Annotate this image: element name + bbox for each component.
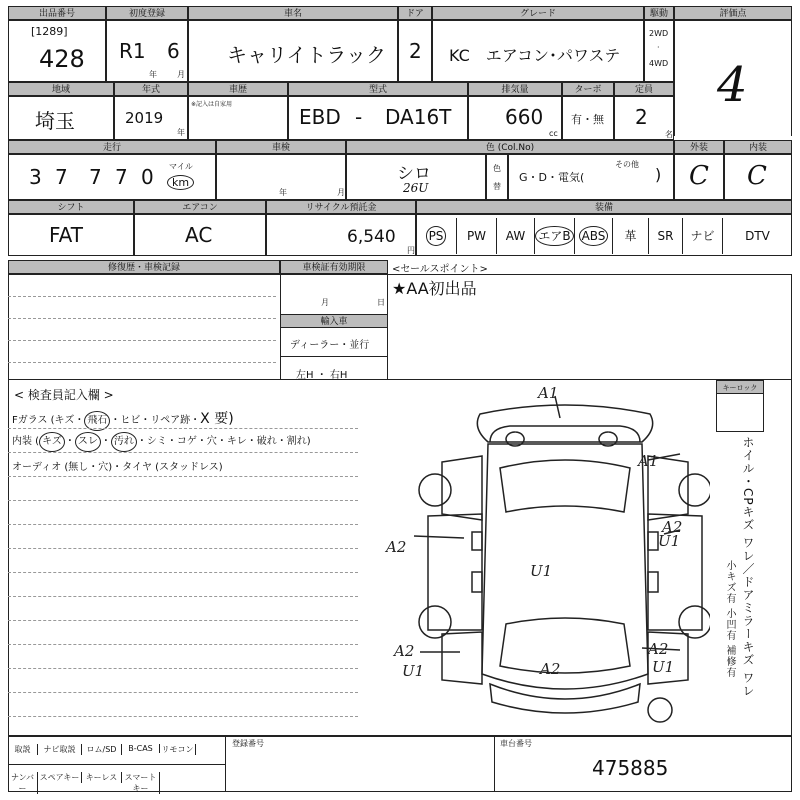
car-name-cell [188,20,398,82]
doors-label: ドア [398,6,432,20]
damage-mark: U1 [658,532,681,550]
drive-4wd: 4WD [649,59,669,68]
lot-number: 428 [39,45,85,73]
accessory-item: スペアキー [38,772,82,783]
dealer-type: ディーラー・並行 [290,340,370,351]
color-change-cell [486,154,508,200]
displacement: 660 [505,105,544,129]
damage-mark: A2 [386,538,407,556]
drive-2wd: 2WD [649,29,669,38]
interior-score: C [747,161,767,191]
registration-number-label: 登録番号 [232,739,264,748]
drive-cell: 2WD · 4WD [644,20,674,82]
fuel-close: ) [655,165,662,184]
grade-cell [432,20,644,82]
damage-mark: U1 [530,562,553,580]
accessory-item: ナビ取説 [38,744,82,755]
chassis-number: 475885 [592,756,669,780]
grade-score-label: 評価点 [674,6,792,20]
model-year-cell [114,96,188,140]
drive-label: 駆動 [644,6,674,20]
color-name: シロ [397,164,431,184]
inspection-cell [216,154,346,200]
accessory-item: 取説 [8,744,38,755]
option-dtv: DTV [722,218,792,254]
option-ps: PS [416,218,456,254]
turbo-cell [562,96,614,140]
inspector-title: < 検査員記入欄 > [14,388,114,402]
aircon-label: エアコン [134,200,266,214]
option-leather: 革 [612,218,648,254]
aircon-value: AC [185,223,213,247]
region: 埼玉 [35,109,75,133]
model-prefix: EBD [299,105,341,129]
inspection-label: 車検 [216,140,346,154]
option-airbag: エアB [534,218,574,254]
inspection-month-unit: 月 [337,188,345,197]
car-name: キャリイトラック [227,43,386,67]
grade-score-cell [674,20,792,136]
sales-point-label: <セールスポイント> [392,264,488,275]
damage-mark: A2 [648,640,669,658]
displacement-cell [468,96,562,140]
accessory-item: スマートキー [122,772,160,794]
capacity-label: 定員 [614,82,674,96]
mileage-digit: 3 [29,165,42,189]
doors-cell [398,20,432,82]
color-label: 色 (Col.No) [346,140,674,154]
capacity: 2 [635,105,648,129]
accessory-item: ナンバー [8,772,38,794]
damage-mark: U1 [652,658,675,676]
option-aw: AW [496,218,534,254]
fuel-cell [508,154,674,200]
option-abs: ABS [574,218,612,254]
history-note: ※記入は自家用 [191,101,233,108]
mileage-digit: 7 [115,165,128,189]
damage-mark: A2 [540,660,561,678]
color-code: 26U [403,181,429,195]
model-year-unit: 年 [177,128,185,137]
yen-unit: 円 [407,246,415,255]
inspection-year-unit: 年 [279,188,287,197]
exhibit-number-label: 出品番号 [8,6,106,20]
exterior-cell [674,154,724,200]
accessory-item: ロム/SD [82,744,122,755]
color-change-bottom: 替 [493,182,501,191]
option-sunroof: SR [648,218,682,254]
mile-unit: マイル [169,162,193,171]
region-label: 地域 [8,82,114,96]
color-change-top: 色 [493,164,501,173]
sales-point: ★AA初出品 [392,279,477,298]
damage-mark: A2 [394,642,415,660]
registration-era-year: R1 [119,39,146,63]
turbo-value: 有・無 [571,113,604,126]
inspection-valid-label: 車検証有効期限 [280,260,388,274]
grade-score: 4 [717,57,748,113]
aircon-cell [134,214,266,256]
first-registration-cell [106,20,188,82]
minor-damage-note: 小キズ有 小凹有 補修有 [724,560,735,679]
exterior-score: C [689,161,709,191]
remarks-label: 修復歴・車検記録 [8,260,280,274]
recycle-fee-cell [266,214,416,256]
car-diagram [380,384,710,730]
audio-tire-note: オーディオ (無し・穴)・タイヤ (スタッドレス) [12,462,223,473]
model-year-label: 年式 [114,82,188,96]
recycle-fee-label: リサイクル預託金 [266,200,416,214]
model-label: 型式 [288,82,468,96]
grade-value: KC エアコン･パワステ [449,46,621,65]
cc-unit: cc [549,129,558,138]
import-label: 輸入車 [280,314,388,328]
key-lock-label: キーロック [716,380,764,394]
model-code: DA16T [385,105,452,129]
fuel-options: G・D・電気( [519,171,585,184]
wheel-mirror-note: ホイル・CPキズ ワレ／ドアミラーキズ ワレ [741,436,755,698]
shift-cell [8,214,134,256]
accessory-item: キーレス [82,772,122,783]
region-cell [8,96,114,140]
damage-mark: A1 [638,452,659,470]
damage-mark: A1 [538,384,559,402]
capacity-unit: 名 [665,130,673,139]
lot-bracket: [1289] [31,25,68,38]
car-name-label: 車名 [188,6,398,20]
option-pw: PW [456,218,496,254]
interior-label: 内装 [724,140,792,154]
steering-side: 左H ・ 右H [296,370,348,381]
mileage-cell [8,154,216,200]
chassis-number-label: 車台番号 [500,739,532,748]
accessory-item: リモコン [160,744,196,755]
displacement-label: 排気量 [468,82,562,96]
year-unit: 年 [149,70,157,79]
damage-mark: A2 [662,518,683,536]
interior-note: 内装 ( キズ ・ スレ ・ 汚れ ・シミ・コゲ・穴・キレ・破れ・割れ) [12,432,311,452]
color-cell [346,154,486,200]
windshield-note: Fガラス (キズ・ 飛石 ・ヒビ・リペア跡・X 要) [12,408,234,431]
shift-label: シフト [8,200,134,214]
doors-value: 2 [409,39,422,63]
history-cell [188,96,288,140]
model-year: 2019 [125,109,164,127]
exterior-label: 外装 [674,140,724,154]
registration-month: 6 [167,39,180,63]
capacity-cell [614,96,674,140]
option-navi: ナビ [682,218,722,254]
valid-month-unit: 月 [321,298,329,307]
equipment-label: 装備 [416,200,792,214]
history-label: 車歴 [188,82,288,96]
damage-mark: U1 [402,662,425,680]
km-unit: km [167,175,194,190]
fuel-other-label: その他 [615,160,639,169]
first-registration-label: 初度登録 [106,6,188,20]
turbo-label: ターボ [562,82,614,96]
mileage-digit: 7 [89,165,102,189]
key-lock-box [716,380,764,432]
model-cell [288,96,468,140]
valid-day-unit: 日 [377,298,385,307]
month-unit: 月 [177,70,185,79]
shift-value: FAT [49,223,84,247]
mileage-digit: 0 [141,165,154,189]
interior-cell [724,154,792,200]
grade-label: グレード [432,6,644,20]
mileage-label: 走行 [8,140,216,154]
recycle-fee: 6,540 [347,227,396,247]
mileage-digit: 7 [55,165,68,189]
model-dash: - [355,105,363,129]
accessory-item: B-CAS [122,744,160,753]
lot-number-cell [8,20,106,82]
